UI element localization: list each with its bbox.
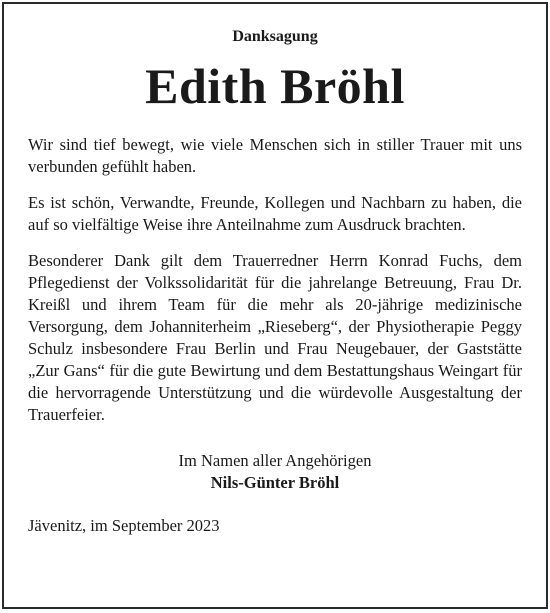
- notice-heading: Danksagung: [232, 28, 318, 45]
- closing-line: Im Namen aller Angehörigen: [178, 451, 372, 470]
- obituary-notice: [2, 2, 548, 609]
- deceased-name: Edith Bröhl: [145, 58, 405, 114]
- paragraph-3: Besonderer Dank gilt dem Trauerredner Herrn Konrad Fuchs, dem Pflegedienst der Volkssolidarität für die jahrelange Betreuung, Frau Dr. Kreißl und ihrem Team für die mehr als 20-jährige medizinische Versorgung, dem Johanniterheim „Rieseberg“, der Physiotherapie Peggy Schulz insbesondere Frau Berlin und Frau Neugebauer, der Gaststätte „Zur Gans“ für die gute Bewirtung und dem Bestattungshaus Weingart für die hervorragende Unterstützung und die würdevolle Ausgestaltung der Trauerfeier.: [28, 251, 522, 424]
- closing-block: [28, 450, 522, 494]
- signer-name: Nils-Günter Bröhl: [210, 473, 340, 492]
- paragraph-1: Wir sind tief bewegt, wie viele Menschen sich in stiller Trauer mit uns verbunden gefühlt haben.: [28, 135, 522, 176]
- paragraph-2: Es ist schön, Verwandte, Freunde, Kollegen und Nachbarn zu haben, die auf so vielfältige Weise ihre Anteilnahme zum Ausdruck brachten.: [28, 193, 522, 234]
- place-date: Jävenitz, im September 2023: [28, 516, 220, 535]
